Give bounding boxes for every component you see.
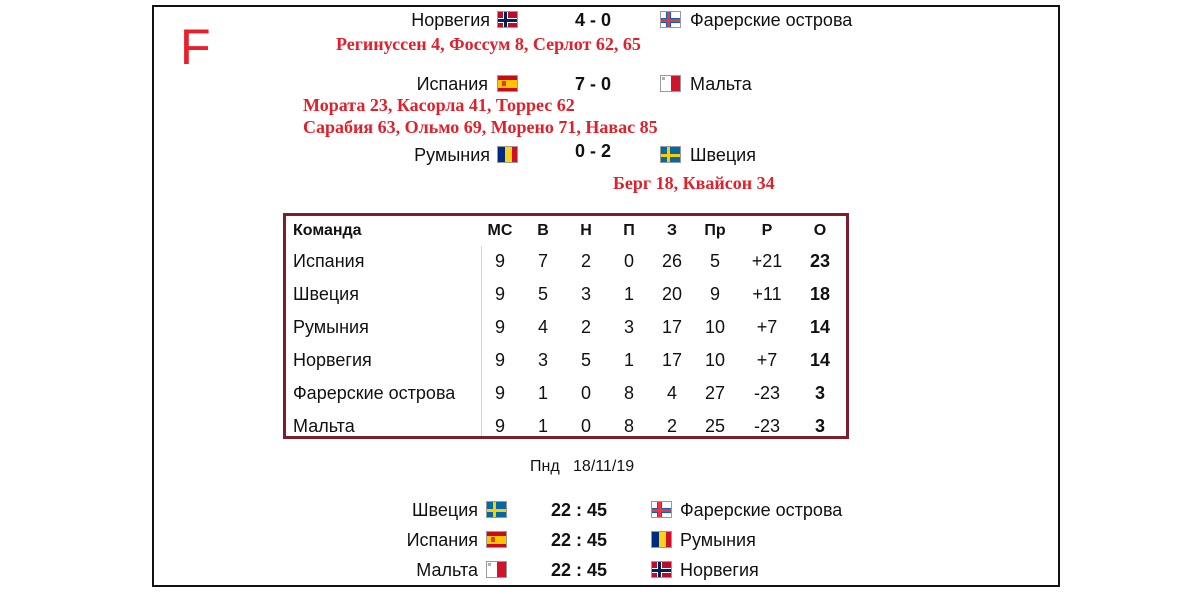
norway-flag-icon [497, 11, 518, 28]
stat-cell: 3 [623, 317, 634, 337]
fixture-home-team: Мальта [416, 560, 478, 580]
stat-cell: 3 [814, 416, 825, 436]
stat-cell: 26 [661, 251, 683, 271]
fixture-time: 22 : 45 [550, 530, 608, 550]
stat-cell: 14 [809, 317, 831, 337]
table-divider [481, 246, 482, 436]
stat-cell: 9 [494, 350, 505, 370]
stat-cell: 27 [704, 383, 726, 403]
stat-cell: 1 [623, 284, 634, 304]
header-cell: Р [761, 222, 773, 239]
stat-cell: 7 [537, 251, 548, 271]
stat-cell: 0 [580, 383, 591, 403]
sweden-flag-icon [660, 146, 681, 163]
stat-cell: 3 [814, 383, 825, 403]
stat-cell: +7 [756, 350, 778, 370]
stat-cell: 17 [661, 350, 683, 370]
stat-cell: 0 [623, 251, 634, 271]
result-score: 4 - 0 [574, 10, 612, 30]
spain-flag-icon [486, 531, 507, 548]
stat-cell: +7 [756, 317, 778, 337]
fixture-date [530, 457, 634, 477]
stat-cell: 9 [494, 284, 505, 304]
result-away-team: Мальта [690, 74, 752, 94]
header-cell: П [623, 222, 635, 239]
stat-cell: 20 [661, 284, 683, 304]
stat-cell: 1 [623, 350, 634, 370]
result-score: 0 - 2 [574, 141, 612, 161]
stat-cell: +11 [752, 284, 782, 304]
header-cell: З [666, 222, 678, 239]
team-name-cell: Фарерские острова [293, 383, 456, 403]
stat-cell: 18 [809, 284, 831, 304]
stat-cell: -23 [753, 383, 780, 403]
malta-flag-icon [486, 561, 507, 578]
stat-cell: 1 [537, 416, 548, 436]
stat-cell: 8 [623, 383, 634, 403]
header-cell: Команда [293, 222, 362, 239]
stat-cell: 10 [704, 350, 726, 370]
spain-flag-icon [497, 75, 518, 92]
result-scorers: Сарабия 63, Ольмо 69, Морено 71, Навас 85 [303, 117, 658, 137]
result-scorers: Мората 23, Касорла 41, Торрес 62 [303, 95, 575, 115]
stat-cell: 10 [704, 317, 726, 337]
stat-cell: 1 [537, 383, 548, 403]
stat-cell: 25 [704, 416, 726, 436]
team-name-cell: Швеция [293, 284, 359, 304]
stat-cell: 5 [537, 284, 548, 304]
header-cell: О [813, 222, 827, 239]
stat-cell: 9 [709, 284, 720, 304]
result-away-team: Швеция [690, 145, 756, 165]
fixture-away-team: Фарерские острова [680, 500, 843, 520]
team-name-cell: Испания [293, 251, 365, 271]
stat-cell: +21 [751, 251, 783, 271]
sweden-flag-icon [486, 501, 507, 518]
stat-cell: -23 [753, 416, 780, 436]
result-scorers: Регинуссен 4, Фоссум 8, Серлот 62, 65 [336, 34, 641, 54]
fixture-date-value: 18/11/19 [573, 458, 635, 475]
stat-cell: 9 [494, 251, 505, 271]
stat-cell: 14 [809, 350, 831, 370]
result-away-team: Фарерские острова [690, 10, 853, 30]
malta-flag-icon [660, 75, 681, 92]
result-home-team: Норвегия [411, 10, 490, 30]
stat-cell: 9 [494, 383, 505, 403]
norway-flag-icon [651, 561, 672, 578]
stat-cell: 9 [494, 416, 505, 436]
fixture-home-team: Испания [406, 530, 478, 550]
fixture-away-team: Румыния [680, 530, 756, 550]
group-letter: F [180, 19, 211, 75]
faroe-flag-icon [651, 501, 672, 518]
stat-cell: 9 [494, 317, 505, 337]
stat-cell: 2 [666, 416, 677, 436]
stat-cell: 2 [580, 317, 591, 337]
fixture-day: Пнд [530, 458, 560, 475]
stat-cell: 3 [580, 284, 591, 304]
result-score: 7 - 0 [574, 74, 612, 94]
stat-cell: 8 [623, 416, 634, 436]
fixture-home-team: Швеция [412, 500, 478, 520]
stat-cell: 4 [537, 317, 548, 337]
stat-cell: 5 [709, 251, 720, 271]
team-name-cell: Мальта [293, 416, 355, 436]
stat-cell: 23 [809, 251, 831, 271]
result-home-team: Испания [416, 74, 488, 94]
header-cell: В [537, 222, 549, 239]
header-cell: Н [580, 222, 592, 239]
team-name-cell: Румыния [293, 317, 369, 337]
result-scorers: Берг 18, Квайсон 34 [613, 173, 775, 193]
stat-cell: 4 [666, 383, 677, 403]
standings-table [283, 213, 849, 439]
fixture-time: 22 : 45 [550, 500, 608, 520]
fixture-away-team: Норвегия [680, 560, 759, 580]
header-cell: МС [487, 222, 513, 239]
fixture-time: 22 : 45 [550, 560, 608, 580]
result-home-team: Румыния [414, 145, 490, 165]
stat-cell: 2 [580, 251, 591, 271]
header-cell: Пр [704, 222, 726, 239]
stat-cell: 0 [580, 416, 591, 436]
romania-flag-icon [497, 146, 518, 163]
stat-cell: 17 [661, 317, 683, 337]
faroe-flag-icon [660, 11, 681, 28]
romania-flag-icon [651, 531, 672, 548]
stat-cell: 3 [537, 350, 548, 370]
stat-cell: 5 [580, 350, 591, 370]
team-name-cell: Норвегия [293, 350, 372, 370]
